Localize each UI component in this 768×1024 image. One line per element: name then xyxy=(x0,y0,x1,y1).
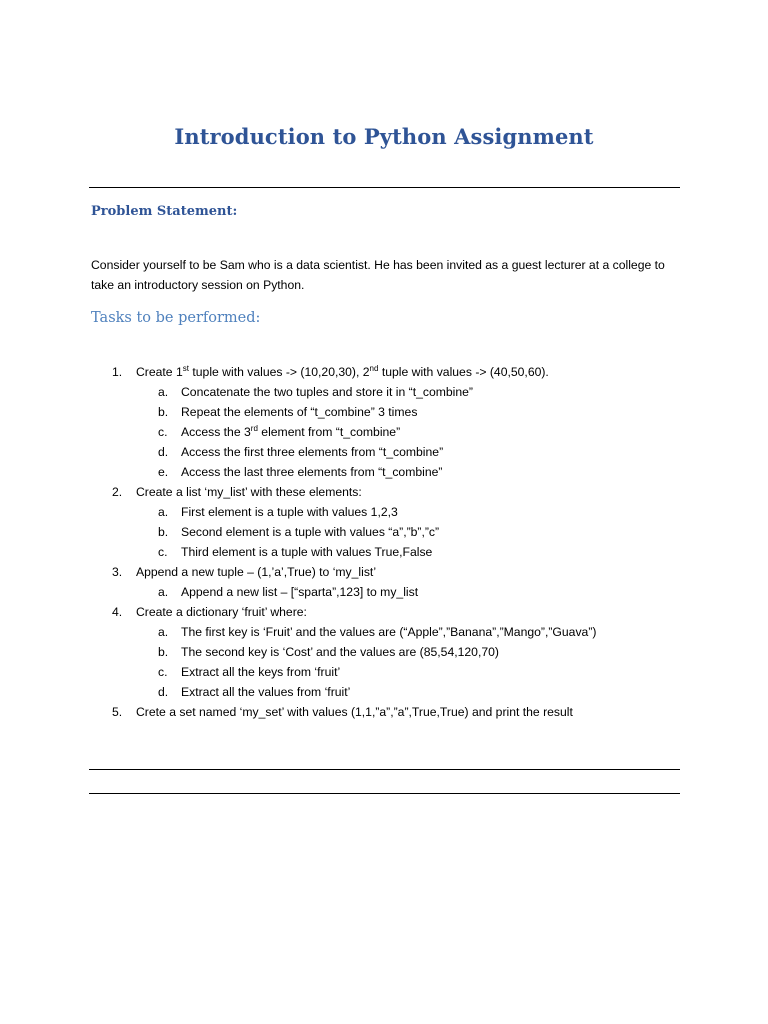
text-segment: Append a new list – [“sparta”,123] to my_list xyxy=(181,585,419,599)
subtask-text xyxy=(181,465,442,479)
document-title: Introduction to Python Assignment xyxy=(174,124,594,149)
task-number: 5. xyxy=(112,705,123,719)
task-number: 4. xyxy=(112,605,123,619)
text-segment: Append a new tuple – (1,’a’,True) to ‘my_list’ xyxy=(136,565,377,579)
subtask-text xyxy=(181,625,596,639)
subtask-letter: c. xyxy=(158,425,168,439)
subtask-letter: b. xyxy=(158,525,169,539)
subtask-text xyxy=(181,505,398,519)
text-segment: Extract all the values from ‘fruit’ xyxy=(181,685,351,699)
text-segment: Extract all the keys from ‘fruit’ xyxy=(181,665,341,679)
text-segment: The first key is ‘Fruit’ and the values are (“Apple”,”Banana”,”Mango”,”Guava”) xyxy=(181,625,597,639)
text-segment: Access the last three elements from “t_combine” xyxy=(181,465,443,479)
text-segment: Repeat the elements of “t_combine” 3 times xyxy=(181,405,418,419)
ordinal-suffix: st xyxy=(182,363,189,373)
task-text xyxy=(136,565,376,579)
text-segment: Crete a set named ‘my_set’ with values (1,1,”a”,”a”,True,True) and print the result xyxy=(136,705,573,719)
text-segment: Second element is a tuple with values “a”,”b”,”c” xyxy=(181,525,440,539)
subtask-letter: c. xyxy=(158,665,168,679)
text-segment: tuple with values -> (10,20,30), 2 xyxy=(188,365,370,379)
text-segment: Access the first three elements from “t_combine” xyxy=(181,445,444,459)
ordinal-suffix: rd xyxy=(250,423,258,433)
text-segment: The second key is ‘Cost’ and the values are (85,54,120,70) xyxy=(181,645,499,659)
task-number: 2. xyxy=(112,485,123,499)
bottom-divider-2 xyxy=(89,793,680,794)
task-text xyxy=(136,705,573,719)
subtask-letter: c. xyxy=(158,545,168,559)
text-segment: Access the 3 xyxy=(181,425,251,439)
task-text xyxy=(136,365,549,379)
task-text xyxy=(136,605,307,619)
subtask-text xyxy=(181,525,439,539)
subtask-letter: d. xyxy=(158,685,169,699)
problem-statement-heading: Problem Statement: xyxy=(91,204,238,219)
text-segment: tuple with values -> (40,50,60). xyxy=(378,365,549,379)
subtask-letter: e. xyxy=(158,465,169,479)
subtask-text xyxy=(181,445,443,459)
subtask-letter: a. xyxy=(158,385,169,399)
problem-statement-text: Consider yourself to be Sam who is a data scientist. He has been invited as a guest lecturer at a college to take an introductory session on Python. xyxy=(91,258,665,292)
subtask-letter: a. xyxy=(158,585,169,599)
text-segment: First element is a tuple with values 1,2,3 xyxy=(181,505,398,519)
subtask-letter: d. xyxy=(158,445,169,459)
subtask-text xyxy=(181,685,350,699)
subtask-text xyxy=(181,665,340,679)
text-segment: Create a list ‘my_list’ with these elements: xyxy=(136,485,362,499)
task-number: 3. xyxy=(112,565,123,579)
subtask-text xyxy=(181,645,499,659)
subtask-letter: b. xyxy=(158,405,169,419)
text-segment: Create a dictionary ‘fruit’ where: xyxy=(136,605,307,619)
ordinal-suffix: nd xyxy=(369,363,379,373)
text-segment: element from “t_combine” xyxy=(257,425,401,439)
tasks-heading: Tasks to be performed: xyxy=(91,310,261,326)
text-segment: Third element is a tuple with values True,False xyxy=(181,545,433,559)
subtask-text xyxy=(181,385,473,399)
subtask-text xyxy=(181,425,400,439)
text-segment: Concatenate the two tuples and store it in “t_combine” xyxy=(181,385,473,399)
subtask-text xyxy=(181,405,417,419)
bottom-divider-1 xyxy=(89,769,680,770)
task-text xyxy=(136,485,362,499)
top-divider xyxy=(89,187,680,188)
subtask-letter: a. xyxy=(158,505,169,519)
subtask-letter: a. xyxy=(158,625,169,639)
subtask-text xyxy=(181,545,432,559)
subtask-text xyxy=(181,585,418,599)
subtask-letter: b. xyxy=(158,645,169,659)
task-number: 1. xyxy=(112,365,123,379)
text-segment: Create 1 xyxy=(136,365,183,379)
